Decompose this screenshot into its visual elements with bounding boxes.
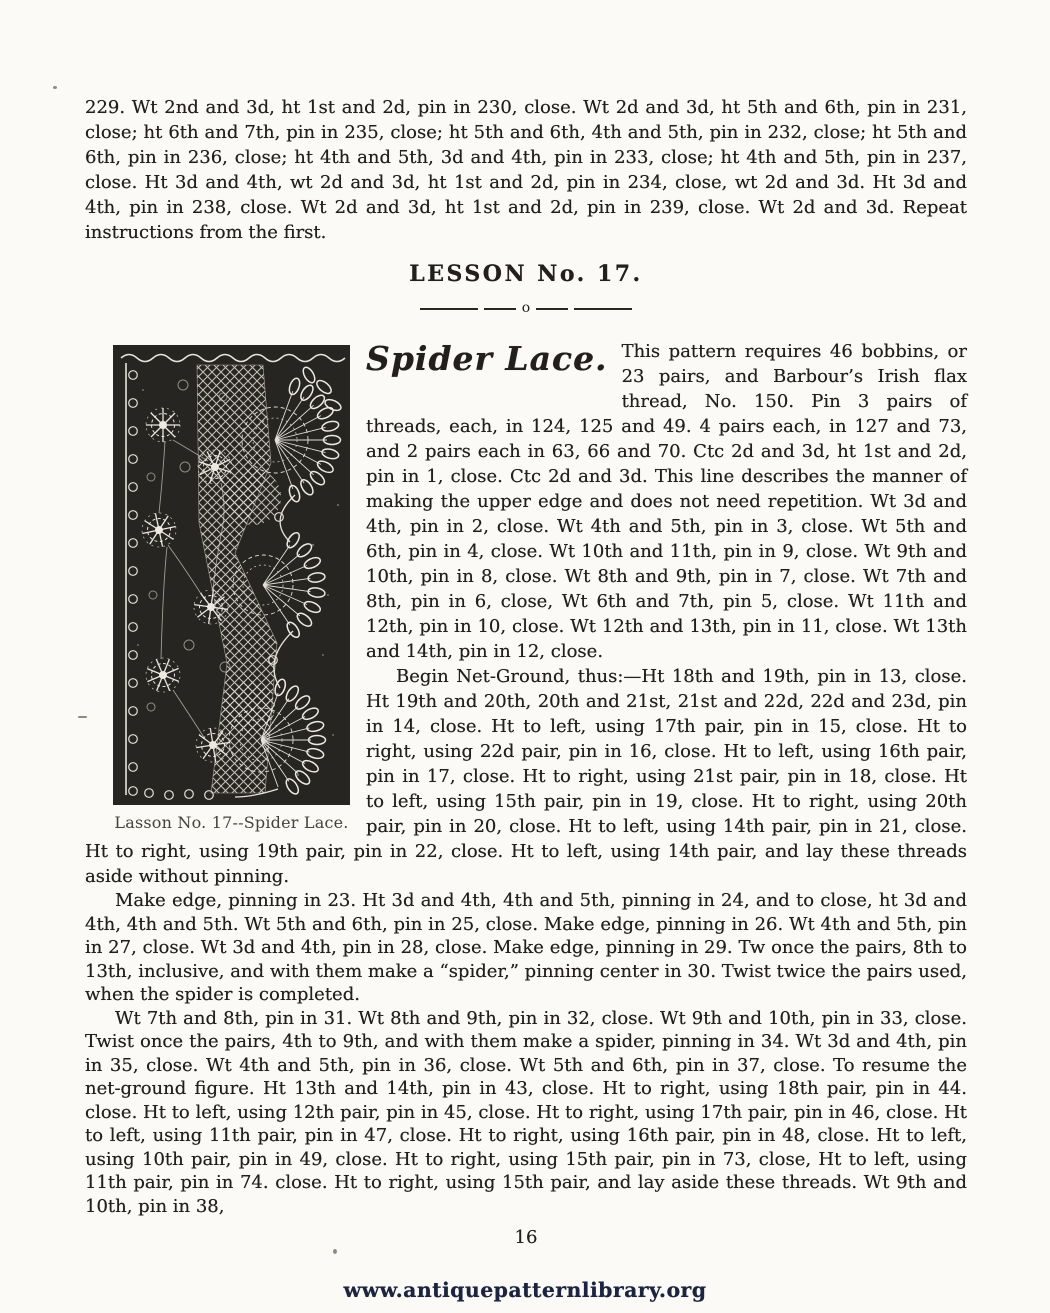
divider-rule — [574, 308, 632, 310]
lesson-figure — [113, 345, 350, 832]
footer-url: www.antiquepatternlibrary.org — [343, 1278, 707, 1302]
page-number: 16 — [514, 1227, 538, 1248]
divider-rule — [420, 308, 478, 310]
page-content — [85, 95, 967, 1248]
paragraph-229: 229. Wt 2nd and 3d, ht 1st and 2d, pin in 230, close. Wt 2d and 3d, ht 5th and 6th, pin in 231, close; ht 6th and 7th, pin in 235, close; ht 5th and 6th, 4th and 5th, pin in 232, close; ht 5th and 6th, pin in 236, close; ht 4th and 5th, 3d and 4th, pin in 233, close; ht 4th and 5th, pin in 237, close. Ht 3d and 4th, wt 2d and 3d, ht 1st and 2d, pin in 234, close, wt 2d and 3d. Ht 3d and 4th, pin in 238, close. Wt 2d and 3d, ht 1st and 2d, pin in 239, close. Wt 2d and 3d. Repeat instructions from the first. — [85, 97, 967, 243]
divider-rule — [536, 308, 568, 310]
divider-ornament: o — [521, 300, 531, 316]
paragraph-net-ground: Begin Net-Ground, thus:—Ht 18th and 19th, pin in 13, close. Ht 19th and 20th, 20th and 21st, 21st and 22d, 22d and 23d, pin in 14, close. Ht to left, using 17th pair, pin in 15, close. Ht to right, using 22d pair, pin in 16, close. Ht to left, using 16th pair, pin in 17, close. Ht to right, using 21st pair, pin in 18, close. Ht to left, using 15th pair, pin in 19, close. Ht to right, using 20th pair, pin in 20, close. Ht to left, using 14th pair, pin in 21, close. Ht to right, using 19th pair, pin in 22, close. Ht to left, using 14th pair, and lay these threads aside without pinning. — [85, 666, 967, 887]
scan-artifact — [53, 86, 57, 89]
scan-artifact — [333, 1249, 337, 1254]
lesson-heading: LESSON No. 17. — [409, 261, 643, 287]
spider-lace-image — [113, 345, 350, 805]
paragraph-continuation: Wt 7th and 8th, pin in 31. Wt 8th and 9th, pin in 32, close. Wt 9th and 10th, pin in 33, close. Twist once the pairs, 4th to 9th, and with them make a spider, pinning in 34. Wt 3d and 4th, pin in 35, close. Wt 4th and 5th, pin in 36, close. Wt 5th and 6th, pin in 37, close. To resume the net-ground figure. Ht 13th and 14th, pin in 43, close. Ht to right, using 18th pair, pin in 44. close. Ht to left, using 12th pair, pin in 45, close. Ht to right, using 17th pair, pin in 46, close. Ht to left, using 11th pair, pin in 47, close. Ht to right, using 16th pair, pin in 48, close. Ht to left, using 10th pair, pin in 49, close. Ht to right, using 15th pair, pin in 73, close, Ht to left, using 11th pair, pin in 74. close. Ht to right, using 15th pair, and lay aside these threads. Wt 9th and 10th, pin in 38, — [85, 1007, 967, 1217]
section-divider — [85, 302, 967, 316]
lesson-body — [85, 339, 967, 1248]
figure-caption: Lasson No. 17--Spider Lace. — [114, 813, 349, 832]
paragraph-make-edge: Make edge, pinning in 23. Ht 3d and 4th, 4th and 5th, pinning in 24, and to close, ht 3d and 4th, 4th and 5th. Wt 5th and 6th, pin in 25, close. Make edge, pinning in 26. Wt 4th and 5th, pin in 27, close. Wt 3d and 4th, pin in 28, close. Make edge, pinning in 29. Tw once the pairs, 8th to 13th, inclusive, and with them make a “spider,” pinning center in 30. Twist twice the pairs used, when the spider is completed. — [85, 890, 967, 1005]
divider-rule — [484, 308, 516, 310]
intro-text: This pattern requires 46 bobbins, or 23 pairs, and Barbour’s Irish flax thread, No. 150. Pin 3 pairs of threads, each, in 124, 125 and 49. 4 pairs each, in 127 and 73, and 2 pairs each in 63, 66 and 70. Ctc 2d and 3d, ht 1st and 2d, pin in 1, close. Ctc 2d and 3d. This line describes the manner of making the upper edge and does not need repetition. Wt 3d and 4th, pin in 2, close. Wt 4th and 5th, pin in 3, close. Wt 5th and 6th, pin in 4, close. Wt 10th and 11th, pin in 9, close. Wt 9th and 10th, pin in 8, close. Wt 8th and 9th, pin in 7, close. Wt 7th and 8th, pin in 6, close, Wt 6th and 7th, pin 5, close. Wt 11th and 12th, pin in 10, close. Wt 12th and 13th, pin in 11, close. Wt 13th and 14th, pin in 12, close. — [366, 341, 967, 662]
section-title: Spider Lace. — [366, 339, 608, 378]
